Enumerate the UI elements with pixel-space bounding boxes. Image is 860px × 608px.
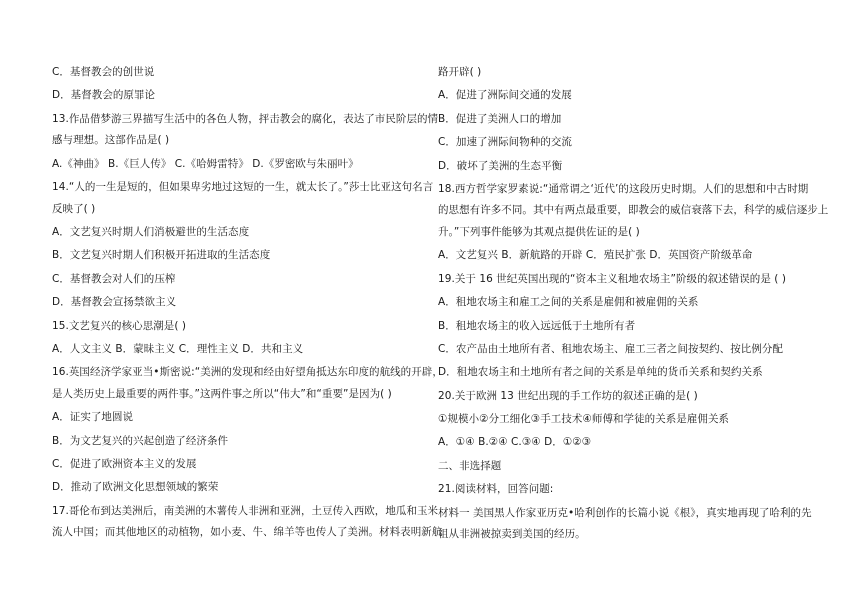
question-16-stem: 16.英国经济学家亚当•斯密说:“美洲的发现和经由好望角抵达东印度的航线的开辟， xyxy=(52,366,443,379)
question-19-stem: 19.关于 16 世纪英国出现的“资本主义租地农场主”阶级的叙述错误的是 ( ) xyxy=(438,272,786,285)
question-16-option-d: D．推动了欧洲文化思想领域的繁荣 xyxy=(52,481,219,494)
question-14-option-d: D．基督教会宣扬禁欲主义 xyxy=(52,296,177,309)
question-17-option-b: B．促进了美洲人口的增加 xyxy=(438,112,562,125)
question-21-material: 材料一 美国黑人作家亚历克•哈利创作的长篇小说《根》，真实地再现了哈利的先 xyxy=(438,506,812,519)
question-18-stem-end: 升。”下列事件能够为其观点提供佐证的是( ) xyxy=(438,225,640,238)
question-14-stem-cont: 反映了( ) xyxy=(52,202,96,215)
question-19-option-a: A．租地农场主和雇工之间的关系是雇佣和被雇佣的关系 xyxy=(438,296,699,309)
question-21-material-cont: 祖从非洲被掠卖到美国的经历。 xyxy=(438,528,586,541)
question-18-options: A．文艺复兴 B．新航路的开辟 C．殖民扩张 D．英国资产阶级革命 xyxy=(438,249,753,262)
question-14-stem: 14.“人的一生是短的，但如果卑劣地过这短的一生，就太长了。”莎士比亚这句名言 xyxy=(52,181,434,194)
question-18-stem: 18.西方哲学家罗素说:“通常谓之‘近代’的这段历史时期。人们的思想和中古时期 xyxy=(438,182,809,195)
question-17-option-d: D．破坏了美洲的生态平衡 xyxy=(438,159,563,172)
question-13-stem: 13.作品借梦游三界描写生活中的各色人物，抨击教会的腐化，表达了市民阶层的情 xyxy=(52,112,439,125)
question-13-options: A.《神曲》 B.《巨人传》 C.《哈姆雷特》 D.《罗密欧与朱丽叶》 xyxy=(52,157,359,170)
option-line: C．基督教会的创世说 xyxy=(52,66,155,78)
question-16-option-a: A．证实了地圆说 xyxy=(52,411,134,424)
question-14-option-a: A．文艺复兴时期人们消极避世的生活态度 xyxy=(52,225,250,238)
question-20-items: ①规模小②分工细化③手工技术④师傅和学徒的关系是雇佣关系 xyxy=(438,413,730,426)
question-15-stem: 15.文艺复兴的核心思潮是( ) xyxy=(52,319,187,332)
question-13-stem-cont: 感与理想。这部作品是( ) xyxy=(52,134,170,147)
left-column xyxy=(52,66,443,550)
question-20-options: A．①④ B.②④ C.③④ D．①②③ xyxy=(438,436,592,449)
option-line: D．基督教会的原罪论 xyxy=(52,89,156,102)
question-21-stem: 21.阅读材料，回答问题: xyxy=(438,483,554,496)
question-14-option-b: B．文艺复兴时期人们积极开拓进取的生活态度 xyxy=(52,249,271,262)
question-17-stem-end: 路开辟( ) xyxy=(438,66,482,78)
question-17-stem: 17.哥伦布到达美洲后，南美洲的木薯传人非洲和亚洲，土豆传入西欧，地瓜和玉米 xyxy=(52,504,439,517)
right-column xyxy=(438,66,829,552)
section-heading: 二、非选择题 xyxy=(438,459,502,472)
question-17-option-c: C．加速了洲际间物种的交流 xyxy=(438,136,572,149)
question-15-options: A．人文主义 B．蒙昧主义 C．理性主义 D．共和主义 xyxy=(52,342,304,355)
question-16-stem-cont: 是人类历史上最重要的两件事。”这两件事之所以“伟大”和“重要”是因为( ) xyxy=(52,387,392,400)
question-19-option-c: C．农产品由土地所有者、租地农场主、雇工三者之间按契约、按比例分配 xyxy=(438,342,783,355)
question-19-option-b: B．租地农场主的收入远远低于土地所有者 xyxy=(438,319,636,332)
question-18-stem-cont: 的思想有许多不同。其中有两点最重要，即教会的威信衰落下去，科学的威信逐步上 xyxy=(438,204,829,217)
question-19-option-d: D．租地农场主和土地所有者之间的关系是单纯的货币关系和契约关系 xyxy=(438,366,763,379)
question-16-option-c: C．促进了欧洲资本主义的发展 xyxy=(52,457,197,470)
question-14-option-c: C．基督教会对人们的压榨 xyxy=(52,272,176,285)
question-17-stem-cont: 流人中国；而其他地区的动植物，如小麦、牛、绵羊等也传人了美洲。材料表明新航 xyxy=(52,526,443,539)
question-20-stem: 20.关于欧洲 13 世纪出现的手工作坊的叙述正确的是( ) xyxy=(438,389,698,402)
question-16-option-b: B．为文艺复兴的兴起创造了经济条件 xyxy=(52,434,229,447)
question-17-option-a: A．促进了洲际间交通的发展 xyxy=(438,89,572,102)
